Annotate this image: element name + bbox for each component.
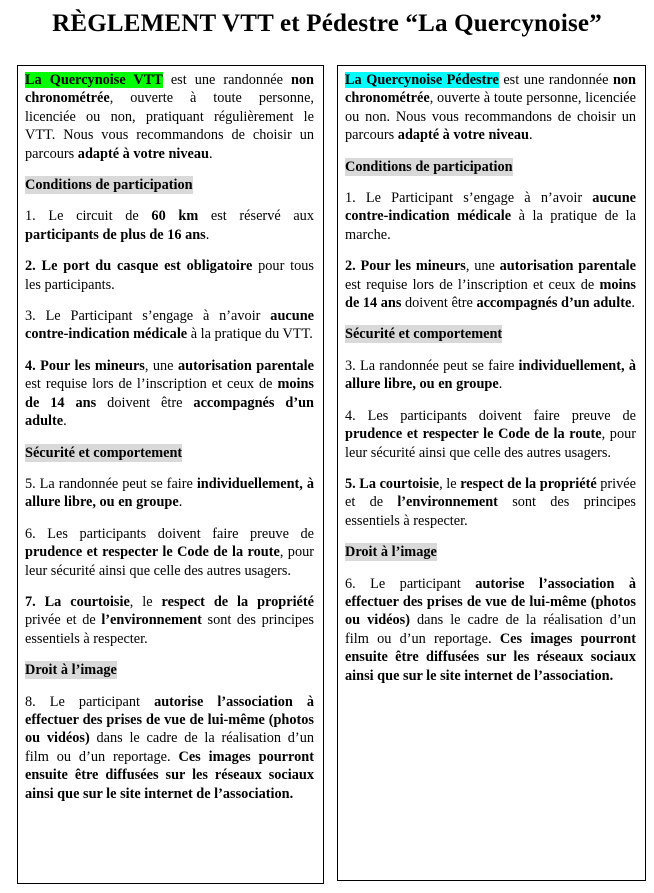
text: privée et de <box>345 475 636 511</box>
bold-text: Sécurité et comportement <box>345 326 503 343</box>
text: privée et de <box>25 612 102 629</box>
text: sont des principes essentiels à respecter. <box>25 612 314 647</box>
bold-text: Conditions de participation <box>345 158 513 175</box>
bold-text: individuellement, à allure libre, ou en groupe <box>25 475 314 511</box>
text: . <box>528 127 533 144</box>
highlighted-event-name: La Quercynoise VTT <box>25 72 163 88</box>
text: , pour leur sécurité ainsi que celle des autres usagers. <box>345 426 637 461</box>
bold-text: 2. Le port du casque est obligatoire <box>25 258 253 275</box>
text: . <box>63 413 67 430</box>
bold-text: Droit à l’image <box>345 544 437 561</box>
rule-paragraph <box>345 189 636 244</box>
rule-paragraph <box>25 525 314 580</box>
bold-text: 4. Pour les mineurs <box>25 357 145 374</box>
rule-paragraph <box>25 593 314 648</box>
text: 4. Les participants doivent faire preuve de <box>345 407 636 424</box>
text: est requise lors de l’inscription et ceux de <box>25 376 278 393</box>
text: 1. Le Participant s’engage à n’avoir <box>345 190 593 207</box>
text: 6. Le participant <box>345 575 476 592</box>
text: doivent être <box>96 394 194 411</box>
text: pour tous les participants. <box>25 258 314 293</box>
bold-text: autorise l’association à effectuer des prises de vue de lui-même (photos ou vidéos) <box>25 693 314 747</box>
section-heading <box>345 158 636 176</box>
bold-text: 5. La courtoisie <box>345 475 440 492</box>
text: , une <box>465 258 500 275</box>
text: . <box>498 376 503 393</box>
text: est requise lors de l’inscription et ceux de <box>345 276 600 293</box>
bold-text: non chronométrée <box>345 72 636 107</box>
bold-text: l’environnement <box>397 494 498 511</box>
section-heading <box>345 325 636 343</box>
bold-text: moins de 14 ans <box>345 276 636 312</box>
text: . <box>178 494 183 511</box>
rule-paragraph <box>25 693 314 803</box>
bold-text: adapté à votre niveau <box>77 145 209 162</box>
section-heading <box>25 444 314 462</box>
text: , pour leur sécurité ainsi que celle des autres usagers. <box>25 544 315 579</box>
text: . <box>208 145 213 162</box>
text: à la pratique du VTT. <box>187 326 313 343</box>
text: , ouverte à toute personne, licenciée ou non, pratiquant régulièrement le VTT. Nous vous recommandons de choisir un parcours <box>25 90 314 162</box>
highlighted-event-name: La Quercynoise Pédestre <box>345 72 499 88</box>
bold-text: adapté à votre niveau <box>397 127 529 144</box>
text: 3. Le Participant s’engage à n’avoir <box>25 308 271 325</box>
text: , ouverte à toute personne, licenciée ou non. Nous vous recommandons de choisir un parcours <box>345 90 636 144</box>
bold-text: Ces images pourront ensuite être diffusées sur les réseaux sociaux ainsi que sur le site internet de l’association. <box>25 748 314 802</box>
rule-paragraph <box>25 257 314 294</box>
text: , le <box>439 475 461 492</box>
text: 1. Le circuit de <box>25 208 152 225</box>
text: est réservé aux <box>198 208 314 225</box>
bold-text: Droit à l’image <box>25 662 117 679</box>
bold-text: 2. Pour les mineurs <box>345 258 466 275</box>
text: dans le cadre de la réalisation d’un film ou d’un reportage. <box>345 612 636 647</box>
text: 5. La randonnée peut se faire <box>25 475 197 492</box>
text: sont des principes essentiels à respecter. <box>345 494 636 529</box>
rule-paragraph <box>25 475 314 512</box>
rule-paragraph <box>345 407 636 462</box>
text: est une randonnée <box>162 72 291 88</box>
bold-text: prudence et respecter le Code de la route <box>25 544 280 561</box>
text: . <box>205 226 210 243</box>
rule-paragraph <box>345 257 636 312</box>
section-heading <box>25 176 314 194</box>
section-heading <box>345 543 636 561</box>
rule-paragraph <box>25 357 314 431</box>
text: 6. Les participants doivent faire preuve de <box>25 525 314 542</box>
text: 3. La randonnée peut se faire <box>345 357 519 374</box>
text: est une randonnée <box>498 72 613 88</box>
rule-paragraph <box>25 307 314 344</box>
pedestre-rules-column <box>337 65 646 881</box>
bold-text: l’environnement <box>101 612 202 629</box>
section-heading <box>25 661 314 679</box>
text: à la pratique de la marche. <box>345 208 636 243</box>
bold-text: accompagnés d’un adulte <box>476 295 632 312</box>
bold-text: prudence et respecter le Code de la route <box>345 426 602 443</box>
rule-paragraph <box>345 357 636 394</box>
text: , le <box>129 593 162 610</box>
bold-text: Conditions de participation <box>25 177 193 194</box>
vtt-rules-column <box>17 65 324 884</box>
text: 8. Le participant <box>25 693 155 710</box>
bold-text: individuellement, à allure libre, ou en groupe <box>345 357 636 393</box>
bold-text: 60 km <box>151 208 199 225</box>
bold-text: non chronométrée <box>25 72 314 107</box>
bold-text: Sécurité et comportement <box>25 444 183 461</box>
bold-text: autorisation parentale <box>499 258 636 275</box>
text: . <box>631 295 635 312</box>
rule-paragraph <box>25 207 314 244</box>
page-title: RÈGLEMENT VTT et Pédestre “La Quercynoise” <box>52 10 602 37</box>
bold-text: autorisation parentale <box>177 357 314 374</box>
bold-text: respect de la propriété <box>460 475 597 492</box>
bold-text: participants de plus de 16 ans <box>25 226 206 243</box>
bold-text: autorise l’association à effectuer des prises de vue de lui-même (photos ou vidéos) <box>345 575 636 629</box>
text: , une <box>144 357 178 374</box>
text: dans le cadre de la réalisation d’un film ou d’un reportage. <box>25 730 314 765</box>
intro-paragraph <box>25 71 314 163</box>
bold-text: aucune contre-indication médicale <box>345 190 636 225</box>
rule-paragraph <box>345 575 636 685</box>
bold-text: aucune contre-indication médicale <box>25 308 314 343</box>
text: doivent être <box>401 295 477 312</box>
bold-text: moins de 14 ans <box>25 376 314 411</box>
bold-text: Ces images pourront ensuite être diffusées sur les réseaux sociaux ainsi que sur le site internet de l’association. <box>345 630 636 684</box>
bold-text: accompagnés d’un adulte <box>25 394 315 430</box>
bold-text: respect de la propriété <box>161 593 314 610</box>
rule-paragraph <box>345 475 636 530</box>
intro-paragraph <box>345 71 636 145</box>
bold-text: 7. La courtoisie <box>25 593 130 610</box>
